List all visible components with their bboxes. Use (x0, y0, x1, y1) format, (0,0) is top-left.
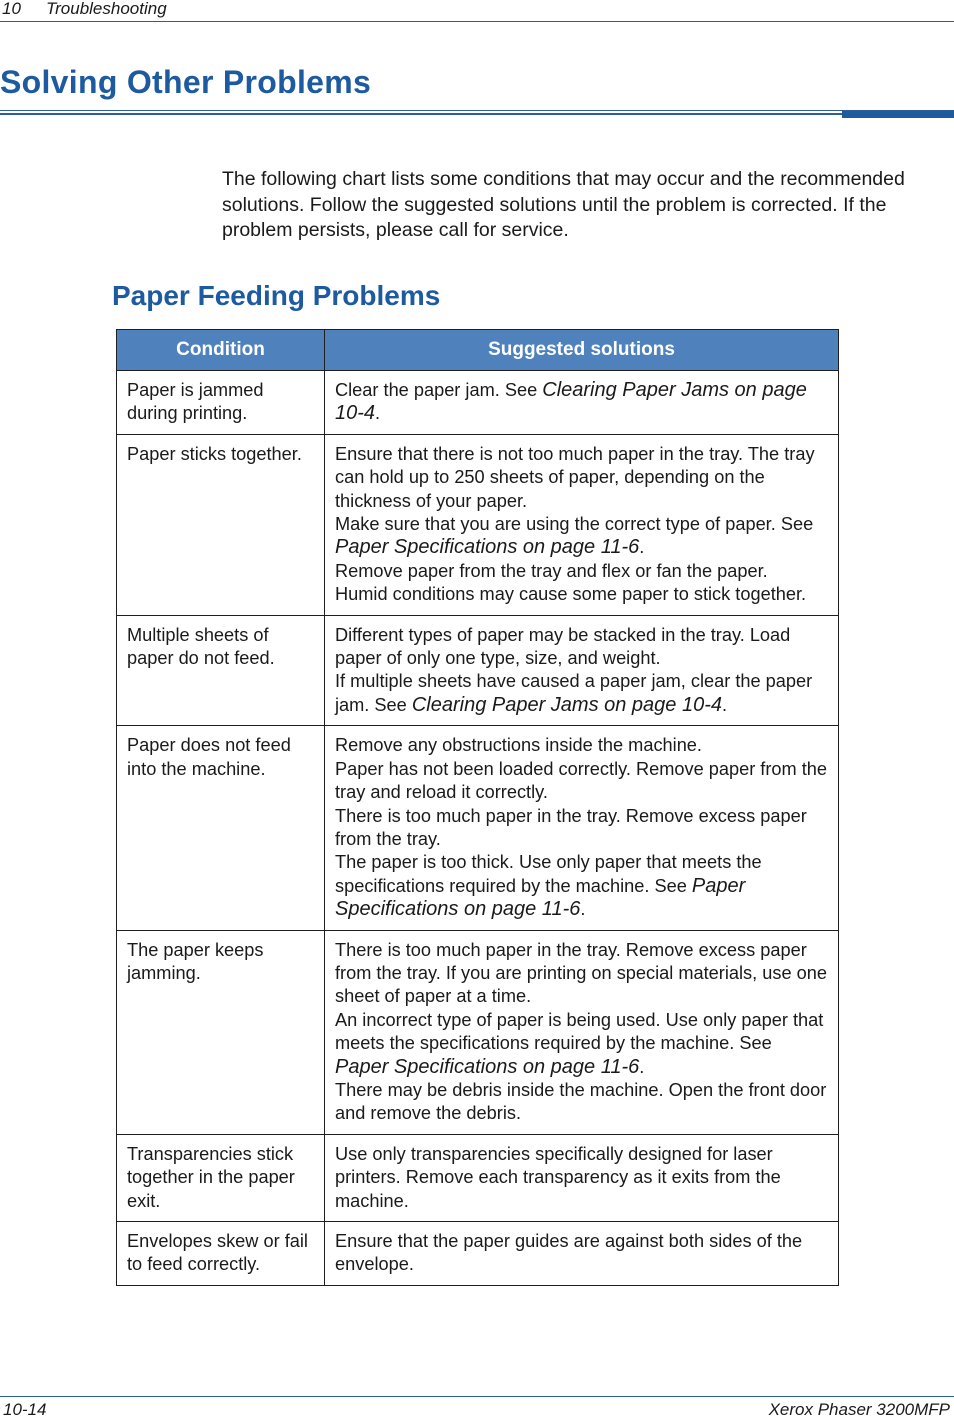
cross-reference-link[interactable]: Paper Specifications on page 11-6 (335, 1055, 640, 1078)
table-row (117, 1222, 839, 1286)
solution-text: Ensure that the paper guides are against both sides of the envelope. (335, 1231, 803, 1275)
intro-paragraph: The following chart lists some conditions that may occur and the recommended solutions. Follow the suggested solutions until the problem is corrected. If the problem persists, please call for service. (222, 168, 905, 241)
page-number: 10-14 (3, 1400, 47, 1419)
cross-reference-link[interactable]: Paper Specifications on page 11-6 (335, 874, 746, 921)
solution-line (335, 734, 829, 757)
solution-text: Use only transparencies specifically designed for laser printers. Remove each transparency as it exits from the machine. (335, 1143, 781, 1211)
solution-line (335, 583, 829, 606)
condition-cell: Paper does not feed into the machine. (117, 726, 325, 930)
paper-feeding-problems-table (116, 329, 839, 1286)
solution-text: An incorrect type of paper is being used. Use only paper that meets the specifications required by the machine. See (335, 1009, 824, 1054)
solution-text-end: . (580, 899, 586, 920)
solution-text: There is too much paper in the tray. Remove excess paper from the tray. (335, 805, 807, 849)
column-header-solutions: Suggested solutions (325, 330, 839, 371)
solution-text: Humid conditions may cause some paper to stick together. (335, 584, 807, 605)
table-row (117, 434, 839, 615)
solution-text: Remove paper from the tray and flex or fan the paper. (335, 560, 768, 581)
solution-line (335, 758, 829, 805)
cross-reference-link[interactable]: Clearing Paper Jams on page 10-4 (411, 693, 723, 716)
cross-reference-link[interactable]: Paper Specifications on page 11-6 (335, 536, 640, 559)
solution-text: Paper has not been loaded correctly. Remove paper from the tray and reload it correctly. (335, 758, 828, 803)
solution-line (335, 443, 829, 513)
column-header-condition: Condition (117, 330, 325, 371)
page-title: Solving Other Problems (0, 64, 372, 100)
product-name: Xerox Phaser 3200MFP (768, 1400, 950, 1419)
condition-cell: Paper is jammed during printing. (117, 371, 325, 435)
solution-line (335, 851, 829, 921)
table-row (117, 615, 839, 726)
solutions-cell (325, 726, 839, 930)
condition-cell: Envelopes skew or fail to feed correctly. (117, 1222, 325, 1286)
solution-text: Different types of paper may be stacked in the tray. Load paper of only one type, size, and weight. (335, 624, 791, 669)
chapter-title: Troubleshooting (46, 0, 167, 18)
table-row (117, 1134, 839, 1221)
solution-text: The paper is too thick. Use only paper that meets the specifications required by the machine. See (335, 852, 762, 896)
solution-text: Remove any obstructions inside the machine. (335, 735, 702, 756)
solutions-cell (325, 434, 839, 615)
solution-line (335, 1009, 829, 1079)
solution-line (335, 379, 829, 426)
solution-text-end: . (639, 1056, 645, 1077)
section-title: Paper Feeding Problems (112, 280, 441, 311)
solution-text-end: . (639, 537, 645, 558)
cross-reference-link[interactable]: Clearing Paper Jams on page 10-4 (335, 379, 807, 425)
solution-line (335, 670, 829, 717)
title-rule-thick (0, 113, 842, 115)
solution-text: Make sure that you are using the correct type of paper. See (335, 514, 814, 535)
solution-line (335, 1079, 829, 1126)
solution-line (335, 1143, 829, 1213)
solutions-cell (325, 615, 839, 726)
condition-cell: The paper keeps jamming. (117, 930, 325, 1134)
title-rule (0, 110, 954, 111)
solutions-cell (325, 1222, 839, 1286)
running-footer (0, 1396, 954, 1419)
solution-line (335, 1230, 829, 1277)
running-header (0, 0, 954, 22)
table-body (117, 371, 839, 1286)
solution-text: Clear the paper jam. See (335, 380, 543, 400)
condition-cell: Transparencies stick together in the paper exit. (117, 1134, 325, 1221)
solutions-cell (325, 930, 839, 1134)
solution-line (335, 939, 829, 1009)
table-header-row (117, 330, 839, 371)
solution-line (335, 805, 829, 852)
solution-text-end: . (375, 403, 381, 424)
solution-text: There is too much paper in the tray. Remove excess paper from the tray. If you are printing on special materials, use one sheet of paper at a time. (335, 939, 827, 1007)
solution-text: If multiple sheets have caused a paper jam, clear the paper jam. See (335, 671, 813, 715)
solution-text-end: . (722, 694, 728, 715)
table-row (117, 930, 839, 1134)
condition-cell: Multiple sheets of paper do not feed. (117, 615, 325, 726)
condition-cell: Paper sticks together. (117, 434, 325, 615)
solution-text: Ensure that there is not too much paper in the tray. The tray can hold up to 250 sheets of paper, depending on the thickness of your paper. (335, 443, 815, 511)
chapter-number: 10 (2, 0, 21, 18)
solutions-cell (325, 1134, 839, 1221)
solution-line (335, 560, 829, 583)
table-row (117, 371, 839, 435)
table-row (117, 726, 839, 930)
title-tab (842, 111, 954, 118)
solution-line (335, 513, 829, 560)
solution-line (335, 624, 829, 671)
solutions-cell (325, 371, 839, 435)
solution-text: There may be debris inside the machine. Open the front door and remove the debris. (335, 1079, 827, 1124)
